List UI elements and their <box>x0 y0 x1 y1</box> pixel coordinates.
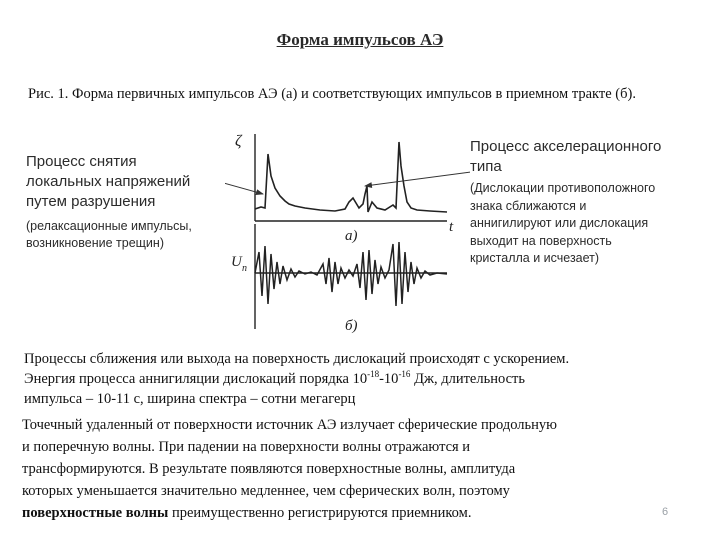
left-heading-line: Процесс снятия <box>26 153 137 170</box>
paragraph-tail: преимущественно регистрируются приемником. <box>168 505 472 521</box>
paragraph-line: которых уменьшается значительно медленнее, чем сферических волн, поэтому <box>22 483 510 499</box>
exponent: -18 <box>367 369 380 380</box>
top-x-axis-label: t <box>449 219 454 235</box>
energy-mid: -10 <box>379 371 399 387</box>
energy-tail: Дж, длительность <box>410 371 525 387</box>
paragraph-line: импульса – 10-11 с, ширина спектра – сотни мегагерц <box>24 391 356 407</box>
primary-pulse-waveform <box>255 142 447 212</box>
right-note-line: выходит на поверхность <box>470 233 612 248</box>
exponent: -16 <box>398 369 411 380</box>
left-note-line: возникновение трещин) <box>26 236 164 250</box>
left-label-heading <box>26 152 190 212</box>
left-heading-line: локальных напряжений <box>26 173 191 190</box>
bottom-y-axis-label: U <box>231 254 242 270</box>
paragraph-dislocations <box>24 349 714 409</box>
paragraph-line <box>24 369 714 389</box>
right-label-note <box>470 180 655 268</box>
slide-title: Форма импульсов АЭ <box>276 30 444 49</box>
right-heading-line: типа <box>470 158 502 175</box>
pulse-figure <box>225 124 470 342</box>
top-y-axis-label: ζ <box>235 133 242 150</box>
right-note-line: кристалла и исчезает) <box>470 251 600 265</box>
paragraph-waves <box>22 414 694 524</box>
label-a: а) <box>345 228 358 244</box>
energy-text: Энергия процесса аннигиляции дислокаций порядка 10 <box>24 371 368 387</box>
paragraph-line <box>22 502 694 524</box>
figure-caption: Рис. 1. Форма первичных импульсов АЭ (а) и соответствующих импульсов в приемном тракте (б). <box>28 86 636 102</box>
right-callout-arrow <box>365 172 470 186</box>
right-note-line: знака сближаются и <box>470 198 587 213</box>
right-note-line: аннигилируют или дислокация <box>470 216 649 230</box>
right-note-line: (Дислокации противоположного <box>470 181 656 195</box>
left-note-line: (релаксационные импульсы, <box>26 219 192 233</box>
receiver-pulse-waveform <box>255 242 447 306</box>
paragraph-line: трансформируются. В результате появляются поверхностные волны, амплитуда <box>22 461 516 477</box>
bottom-y-axis-subscript: п <box>242 263 247 274</box>
bold-term: поверхностные волны <box>22 505 169 521</box>
paragraph-line: Точечный удаленный от поверхности источник АЭ излучает сферические продольную <box>22 417 557 433</box>
left-label-note <box>26 218 192 252</box>
paragraph-line: Процессы сближения или выхода на поверхность дислокаций происходят с ускорением. <box>24 351 570 367</box>
left-callout-arrow <box>225 182 263 194</box>
left-heading-line: путем разрушения <box>26 193 156 210</box>
paragraph-line: и поперечную волны. При падении на поверхности волны отражаются и <box>22 439 471 455</box>
page-number: 6 <box>662 506 669 518</box>
label-b: б) <box>345 318 358 334</box>
right-heading-line: Процесс акселерационного <box>470 138 662 155</box>
right-label-heading <box>470 137 661 177</box>
